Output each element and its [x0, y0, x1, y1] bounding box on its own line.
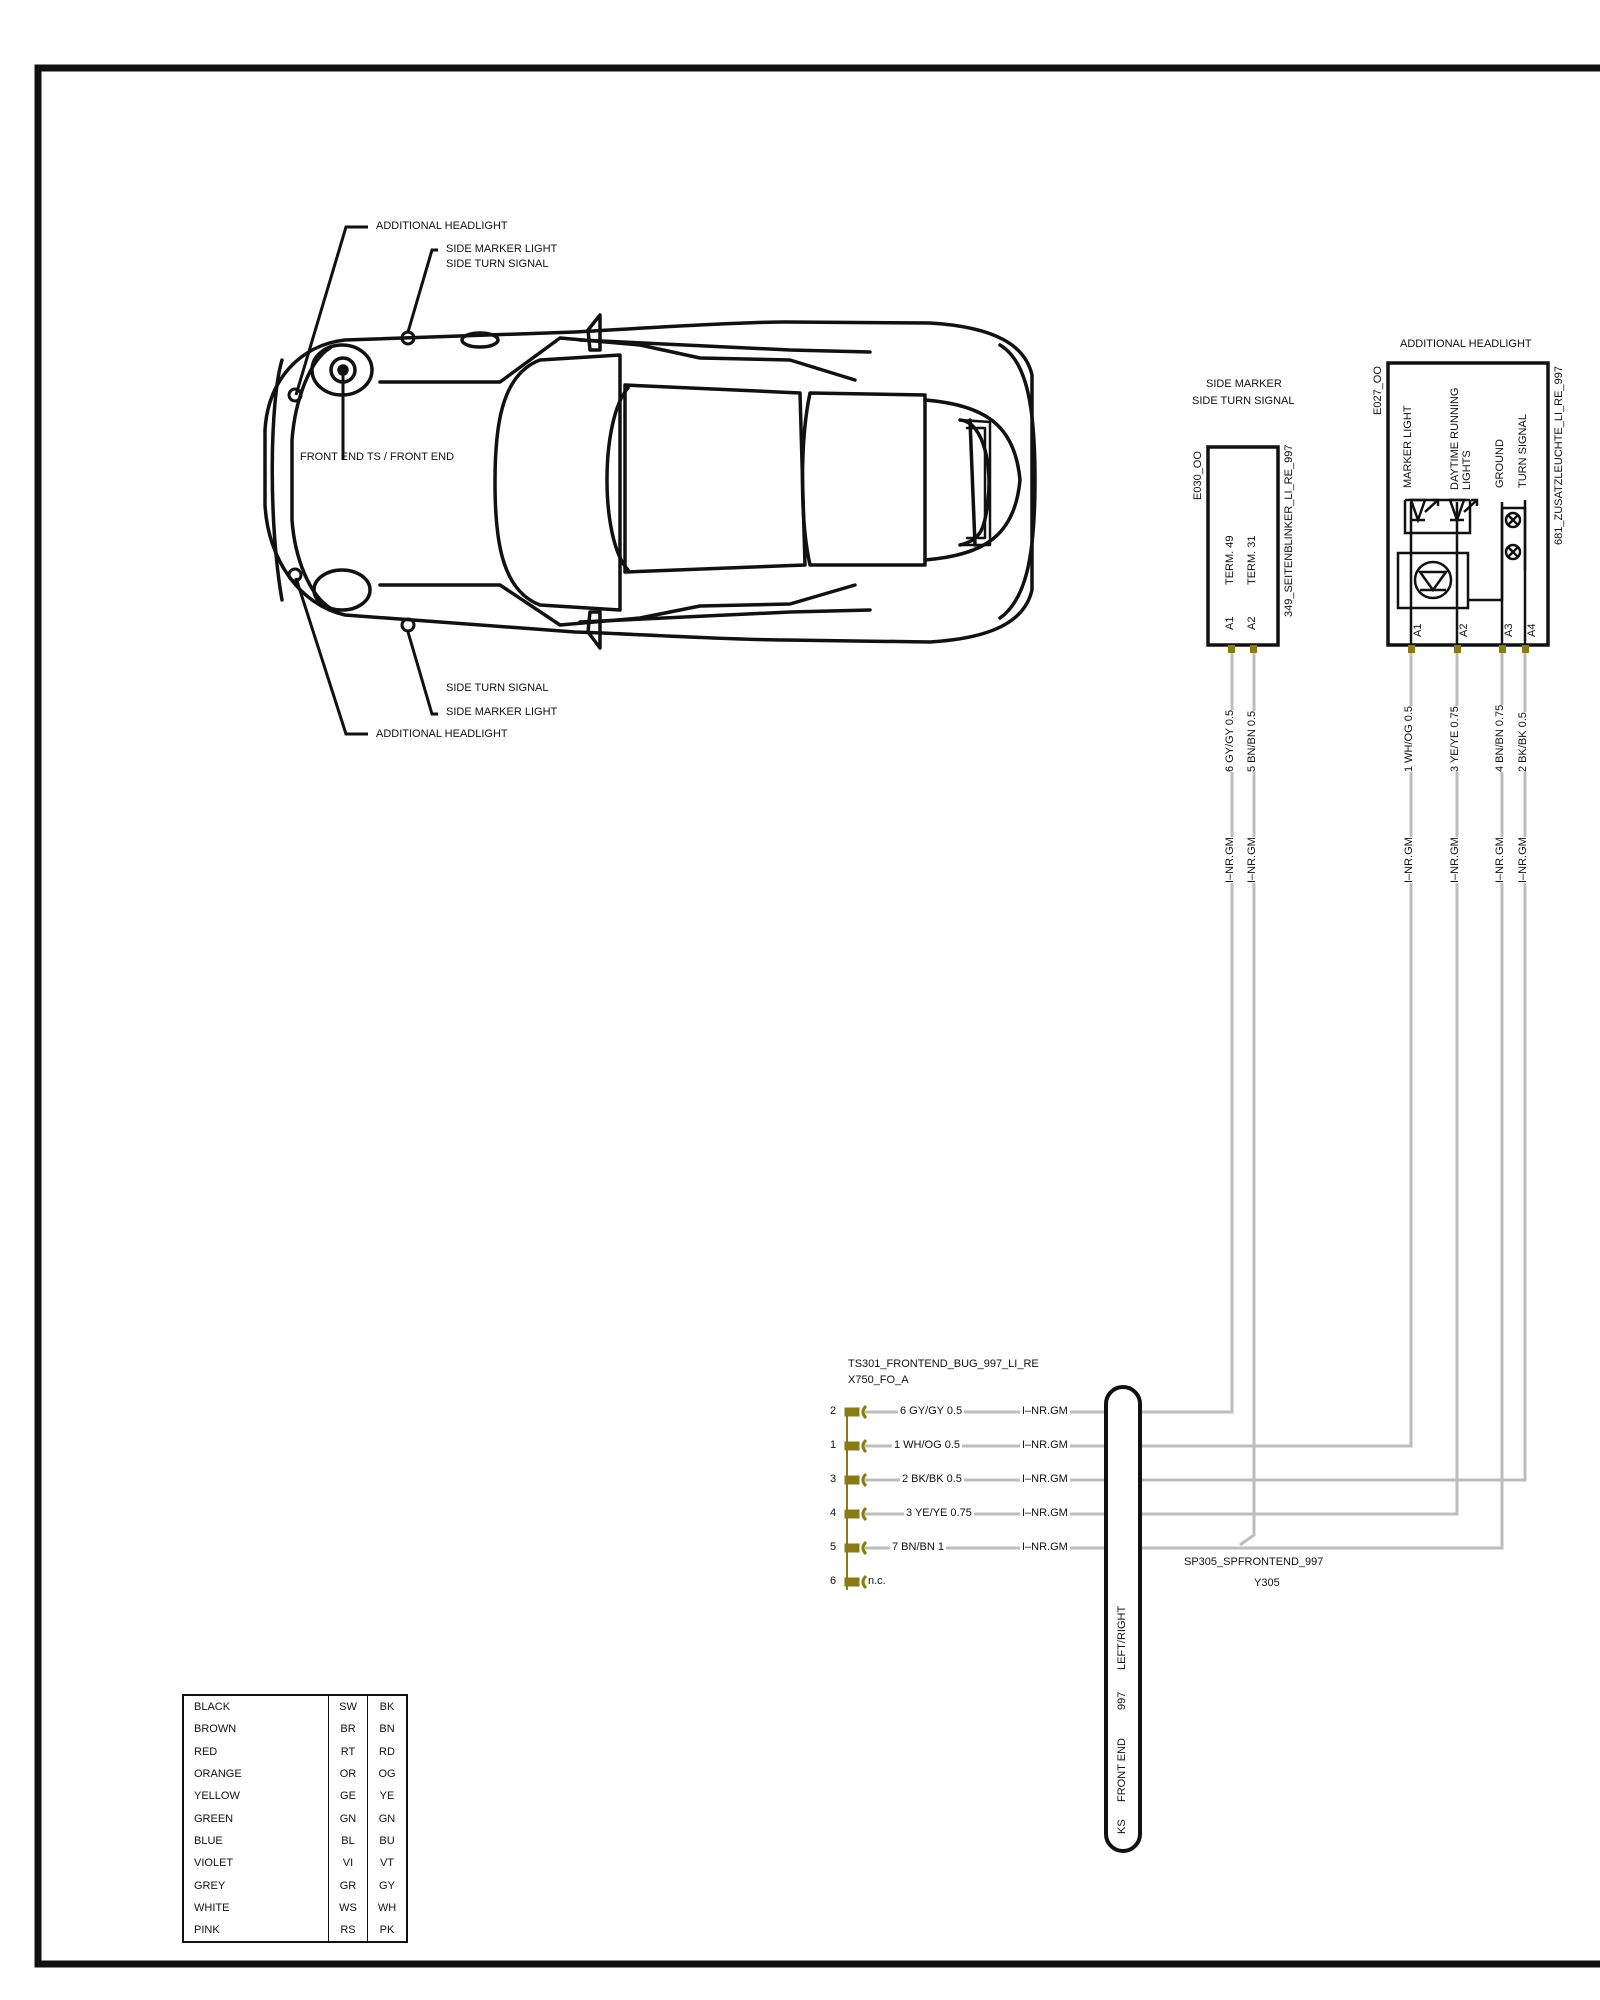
headlight-pin-a1: A1	[1412, 623, 1424, 637]
legend-row	[183, 1763, 407, 1785]
pin-A2-headlight	[1454, 645, 1461, 653]
pin-A2-side-marker	[1250, 645, 1257, 653]
wire-label: 4 BN/BN 0.75	[1494, 704, 1506, 772]
headlight-fn-drl-1: DAYTIME RUNNING	[1449, 387, 1461, 490]
wire-3-ye	[1140, 653, 1457, 1514]
connector-code: X750_FO_A	[848, 1374, 909, 1386]
wire-label: 6 GY/GY 0.5	[1224, 709, 1236, 772]
side-marker-pin-a2: A2	[1246, 616, 1258, 630]
wire-2-bk	[1140, 653, 1525, 1480]
connector-harness-label: I–NR.GM	[1022, 1541, 1068, 1553]
legend-color-code: PK	[368, 1919, 408, 1942]
side-marker-box	[1208, 447, 1278, 645]
legend-color-code: OG	[368, 1763, 408, 1785]
callout-bottom-side-turn: SIDE TURN SIGNAL	[446, 682, 549, 694]
legend-row	[183, 1852, 407, 1874]
side-marker-id: E030_OO	[1192, 451, 1204, 500]
connector-pin-number: 5	[830, 1541, 837, 1553]
callout-bottom-additional-headlight: ADDITIONAL HEADLIGHT	[376, 728, 508, 740]
legend-color-english: BLUE	[183, 1830, 329, 1852]
headlight-pin-a4: A4	[1526, 623, 1538, 637]
legend-row	[183, 1874, 407, 1896]
legend-color-english: ORANGE	[183, 1763, 329, 1785]
legend-color-code: GY	[368, 1874, 408, 1896]
side-marker-name: 349_SEITENBLINKER_LI_RE_997	[1283, 444, 1295, 617]
splice-code: Y305	[1254, 1577, 1280, 1589]
legend-color-code: YE	[368, 1785, 408, 1807]
wire-label: 2 BK/BK 0.5	[1517, 712, 1529, 772]
connector-harness-label: I–NR.GM	[1022, 1405, 1068, 1417]
car-callout-leaders	[296, 227, 438, 734]
wire-label: 5 BN/BN 0.5	[1246, 710, 1258, 772]
headlight-name: 681_ZUSATZLEUCHTE_LI_RE_997	[1553, 366, 1565, 545]
headlight-fn-drl-2: LIGHTS	[1461, 450, 1473, 490]
connector-pin-number: 1	[830, 1439, 837, 1451]
connector-wire-label: 2 BK/BK 0.5	[902, 1473, 962, 1485]
connector-pin-number: 6	[830, 1575, 837, 1587]
headlight-pin-a2: A2	[1458, 623, 1470, 637]
legend-row	[183, 1807, 407, 1829]
legend-color-english: GREEN	[183, 1807, 329, 1829]
legend-color-english: GREY	[183, 1874, 329, 1896]
legend-color-code: BU	[368, 1830, 408, 1852]
legend-color-german: BL	[329, 1830, 368, 1852]
legend-color-german: BR	[329, 1718, 368, 1740]
wire-harness-label: I–NR.GM	[1517, 837, 1529, 883]
wire-6-gy	[1140, 653, 1232, 1412]
legend-row	[183, 1785, 407, 1807]
headlight-fn-turn: TURN SIGNAL	[1517, 414, 1529, 488]
legend-color-german: VI	[329, 1852, 368, 1874]
legend-color-english: WHITE	[183, 1897, 329, 1919]
pin-A1-headlight	[1408, 645, 1415, 653]
legend-row	[183, 1718, 407, 1740]
headlight-heading: ADDITIONAL HEADLIGHT	[1400, 338, 1532, 350]
legend-color-code: VT	[368, 1852, 408, 1874]
connector-wire-label: 3 YE/YE 0.75	[906, 1507, 972, 1519]
connector-wire-label: 6 GY/GY 0.5	[900, 1405, 963, 1417]
legend-row	[183, 1695, 407, 1718]
connector-name: TS301_FRONTEND_BUG_997_LI_RE	[848, 1358, 1039, 1370]
connector-pin-number: 4	[830, 1507, 837, 1519]
bus-label-model: 997	[1116, 1691, 1128, 1710]
legend-row	[183, 1741, 407, 1763]
pin-A4-headlight	[1522, 645, 1529, 653]
legend-color-german: SW	[329, 1695, 368, 1718]
legend-color-english: BROWN	[183, 1718, 329, 1740]
wire-harness-label: I–NR.GM	[1449, 837, 1461, 883]
side-marker-term-49: TERM. 49	[1224, 535, 1236, 585]
callout-bottom-side-marker: SIDE MARKER LIGHT	[446, 706, 558, 718]
side-marker-heading-1: SIDE MARKER	[1206, 378, 1282, 390]
side-marker-heading-2: SIDE TURN SIGNAL	[1192, 395, 1295, 407]
bus-label-ks: KS	[1116, 1819, 1128, 1834]
legend-row	[183, 1919, 407, 1942]
wire-harness-label: I–NR.GM	[1224, 837, 1236, 883]
legend-color-english: RED	[183, 1741, 329, 1763]
legend-row	[183, 1830, 407, 1852]
pin-A1-side-marker	[1228, 645, 1235, 653]
splice-name: SP305_SPFRONTEND_997	[1184, 1556, 1324, 1568]
legend-color-english: BLACK	[183, 1695, 329, 1718]
legend-color-german: GN	[329, 1807, 368, 1829]
wire-5-bn	[1240, 653, 1254, 1545]
connector-harness-label: I–NR.GM	[1022, 1507, 1068, 1519]
legend-color-code: BK	[368, 1695, 408, 1718]
legend-color-english: YELLOW	[183, 1785, 329, 1807]
callout-top-side-marker: SIDE MARKER LIGHT	[446, 243, 558, 255]
headlight-fn-marker: MARKER LIGHT	[1402, 405, 1414, 488]
bus-label-side: LEFT/RIGHT	[1116, 1605, 1128, 1670]
headlight-pin-a3: A3	[1503, 623, 1515, 637]
wire-harness-label: I–NR.GM	[1246, 837, 1258, 883]
legend-color-german: RT	[329, 1741, 368, 1763]
legend-color-code: BN	[368, 1718, 408, 1740]
pin-A3-headlight	[1499, 645, 1506, 653]
headlight-id: E027_OO	[1372, 366, 1384, 415]
side-marker-term-31: TERM. 31	[1246, 535, 1258, 585]
wire-harness-label: I–NR.GM	[1403, 837, 1415, 883]
connector-harness-label: I–NR.GM	[1022, 1473, 1068, 1485]
callout-front-end: FRONT END TS / FRONT END	[300, 451, 455, 463]
bus-label-front-end: FRONT END	[1116, 1738, 1128, 1802]
connector-harness-label: I–NR.GM	[1022, 1439, 1068, 1451]
legend-color-english: PINK	[183, 1919, 329, 1942]
connector-wire-label: 1 WH/OG 0.5	[894, 1439, 961, 1451]
connector-pin-number: 2	[830, 1405, 837, 1417]
legend-color-code: GN	[368, 1807, 408, 1829]
wire-label: 3 YE/YE 0.75	[1449, 706, 1461, 772]
legend-color-german: OR	[329, 1763, 368, 1785]
legend-color-code: WH	[368, 1897, 408, 1919]
legend-color-german: WS	[329, 1897, 368, 1919]
connector-wire-label: 7 BN/BN 1	[892, 1541, 944, 1553]
legend-color-english: VIOLET	[183, 1852, 329, 1874]
connector-pins	[845, 1406, 866, 1590]
wire-harness-label: I–NR.GM	[1494, 837, 1506, 883]
side-marker-pin-a1: A1	[1224, 616, 1236, 630]
color-legend-table	[182, 1694, 408, 1943]
legend-row	[183, 1897, 407, 1919]
connector-pin-number: 3	[830, 1473, 837, 1485]
legend-color-code: RD	[368, 1741, 408, 1763]
legend-color-german: GR	[329, 1874, 368, 1896]
car-top-view	[265, 315, 1035, 648]
headlight-fn-ground: GROUND	[1494, 439, 1506, 488]
wire-4-bn	[1140, 653, 1502, 1548]
connector-wire-label: n.c.	[868, 1575, 886, 1587]
wire-label: 1 WH/OG 0.5	[1403, 705, 1415, 772]
wire-1-wh	[1140, 653, 1411, 1446]
callout-top-additional-headlight: ADDITIONAL HEADLIGHT	[376, 220, 508, 232]
legend-color-german: RS	[329, 1919, 368, 1942]
callout-top-side-turn: SIDE TURN SIGNAL	[446, 258, 549, 270]
legend-color-german: GE	[329, 1785, 368, 1807]
